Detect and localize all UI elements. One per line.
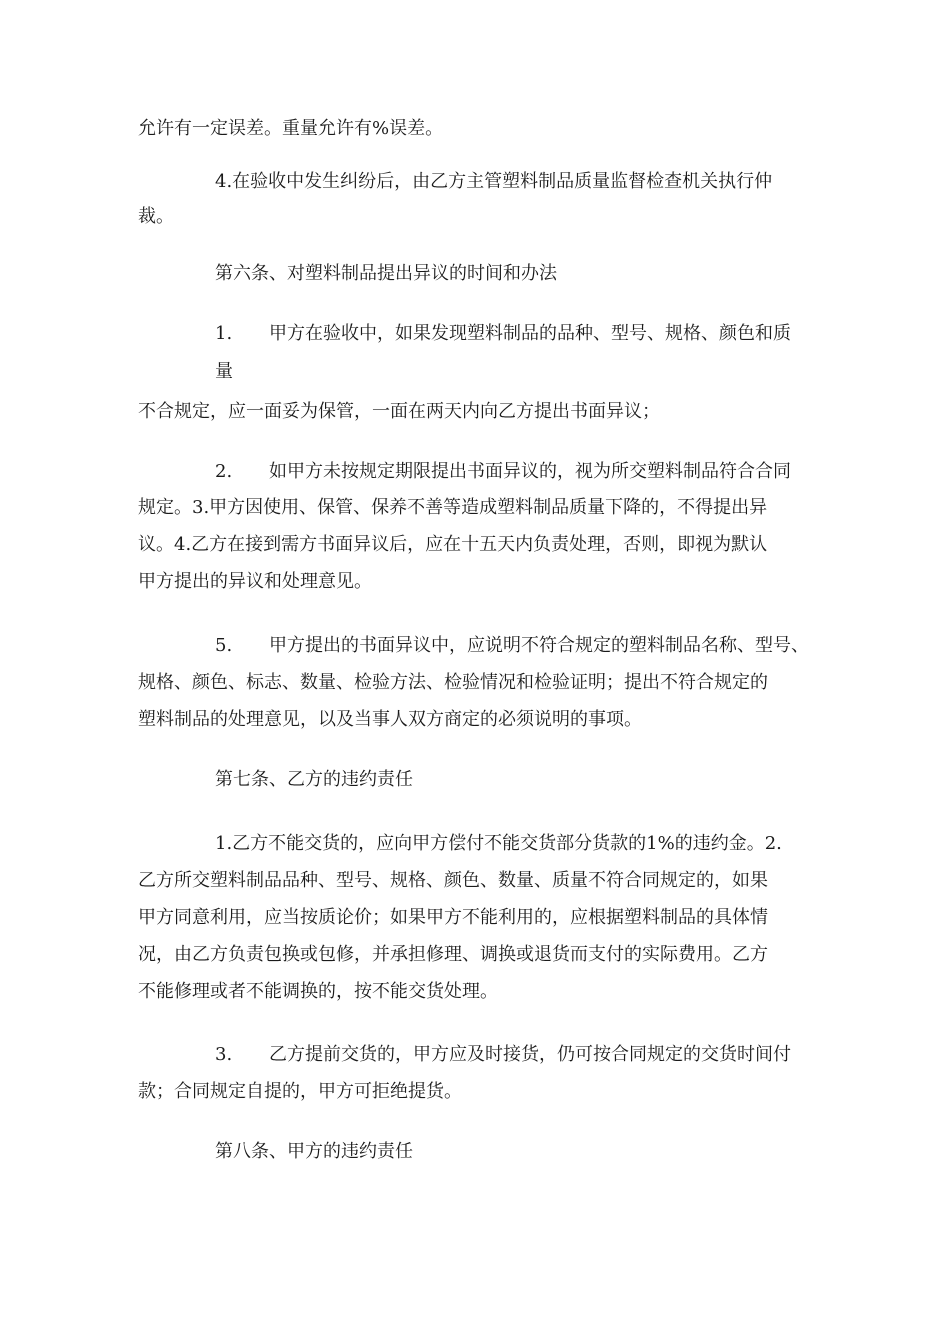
text-line: 规格、颜色、标志、数量、检验方法、检验情况和检验证明；提出不符合规定的 bbox=[138, 672, 768, 693]
text-line: 况，由乙方负责包换或包修，并承担修理、调换或退货而支付的实际费用。乙方 bbox=[138, 944, 768, 965]
numbered-item bbox=[215, 460, 791, 484]
numbered-item bbox=[215, 322, 791, 346]
text-line: 塑料制品的处理意见，以及当事人双方商定的必须说明的事项。 bbox=[138, 709, 642, 730]
text-line: 规定。3.甲方因使用、保管、保养不善等造成塑料制品质量下降的，不得提出异 bbox=[138, 497, 768, 518]
item-number: 1. bbox=[215, 323, 233, 344]
text-line: 4.在验收中发生纠纷后，由乙方主管塑料制品质量监督检查机关执行仲 bbox=[215, 171, 773, 192]
numbered-item bbox=[215, 1043, 791, 1067]
text-line: 甲方提出的异议和处理意见。 bbox=[138, 571, 372, 592]
text-line: 甲方在验收中，如果发现塑料制品的品种、型号、规格、颜色和质 bbox=[269, 323, 791, 344]
section-heading: 第六条、对塑料制品提出异议的时间和办法 bbox=[215, 263, 557, 284]
section-heading: 第八条、甲方的违约责任 bbox=[215, 1141, 413, 1162]
text-line: 如甲方未按规定期限提出书面异议的，视为所交塑料制品符合合同 bbox=[269, 461, 791, 482]
text-line: 乙方提前交货的，甲方应及时接货，仍可按合同规定的交货时间付 bbox=[269, 1044, 791, 1065]
text-line: 甲方提出的书面异议中，应说明不符合规定的塑料制品名称、型号、 bbox=[269, 635, 809, 656]
item-number: 3. bbox=[215, 1044, 233, 1065]
text-line: 不能修理或者不能调换的，按不能交货处理。 bbox=[138, 981, 498, 1002]
numbered-item bbox=[215, 634, 809, 658]
text-line: 款；合同规定自提的，甲方可拒绝提货。 bbox=[138, 1081, 462, 1102]
text-line: 甲方同意利用，应当按质论价；如果甲方不能利用的，应根据塑料制品的具体情 bbox=[138, 907, 768, 928]
text-line: 允许有一定误差。重量允许有%误差。 bbox=[138, 118, 444, 139]
text-line: 量 bbox=[215, 361, 233, 382]
text-line: 议。4.乙方在接到需方书面异议后，应在十五天内负责处理，否则，即视为默认 bbox=[138, 534, 768, 555]
text-line: 乙方所交塑料制品品种、型号、规格、颜色、数量、质量不符合同规定的，如果 bbox=[138, 870, 768, 891]
item-number: 2. bbox=[215, 461, 233, 482]
text-line: 1.乙方不能交货的，应向甲方偿付不能交货部分货款的1%的违约金。2. bbox=[215, 833, 782, 854]
item-number: 5. bbox=[215, 635, 233, 656]
section-heading: 第七条、乙方的违约责任 bbox=[215, 769, 413, 790]
text-line: 不合规定，应一面妥为保管，一面在两天内向乙方提出书面异议； bbox=[138, 401, 660, 422]
text-line: 裁。 bbox=[138, 206, 174, 227]
